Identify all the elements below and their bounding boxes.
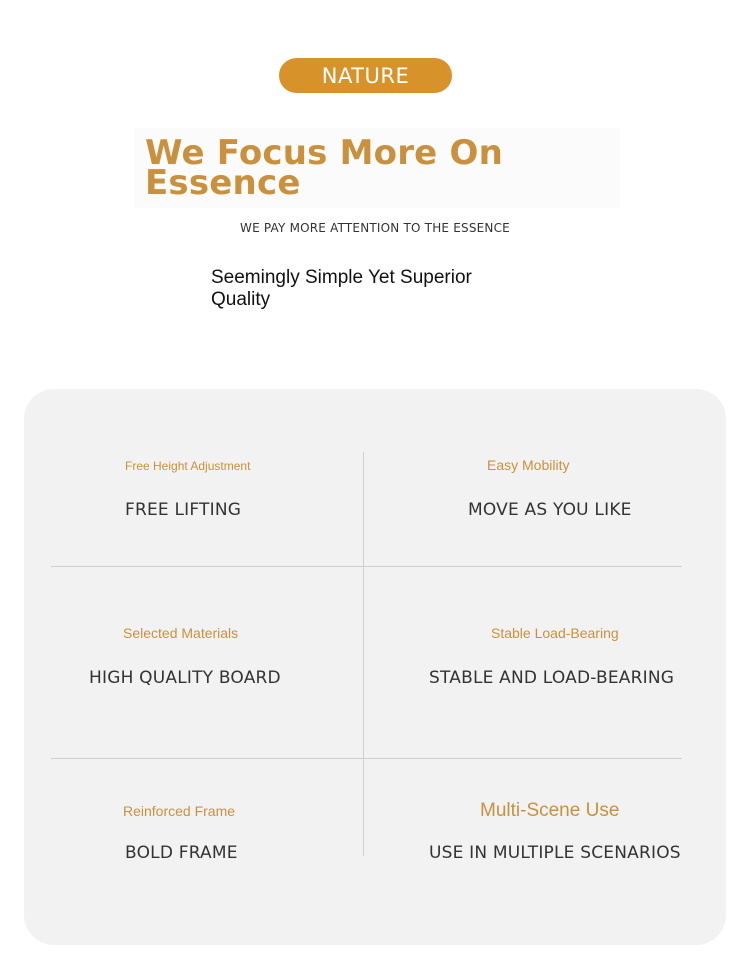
grid-vertical-divider — [363, 452, 364, 856]
tagline-line-1: Seemingly Simple Yet Superior — [211, 267, 472, 288]
feature-title-stable-load-bearing: Stable Load-Bearing — [491, 625, 619, 641]
feature-desc-high-quality-board: HIGH QUALITY BOARD — [89, 668, 281, 688]
feature-title-easy-mobility: Easy Mobility — [487, 457, 570, 473]
subheading: WE PAY MORE ATTENTION TO THE ESSENCE — [240, 221, 510, 235]
feature-title-height-adjustment: Free Height Adjustment — [125, 459, 251, 473]
feature-desc-multiple-scenarios: USE IN MULTIPLE SCENARIOS — [429, 843, 681, 863]
grid-divider-row-1 — [51, 566, 682, 567]
grid-divider-row-2 — [51, 758, 682, 759]
feature-title-reinforced-frame: Reinforced Frame — [123, 803, 236, 819]
tagline — [211, 267, 541, 311]
headline-line-1: We Focus More On — [145, 133, 503, 173]
feature-desc-free-lifting: FREE LIFTING — [125, 500, 242, 520]
tagline-line-2: Quality — [211, 289, 271, 310]
feature-desc-bold-frame: BOLD FRAME — [125, 843, 238, 863]
feature-desc-move-as-you-like: MOVE AS YOU LIKE — [468, 500, 632, 520]
feature-title-selected-materials: Selected Materials — [123, 625, 239, 641]
nature-badge: NATURE — [279, 58, 452, 93]
headline-line-2: Essence — [145, 163, 301, 203]
feature-desc-stable-and-load-bearing: STABLE AND LOAD-BEARING — [429, 668, 675, 688]
feature-title-multi-scene-use: Multi-Scene Use — [480, 800, 620, 821]
page-headline — [145, 133, 605, 203]
